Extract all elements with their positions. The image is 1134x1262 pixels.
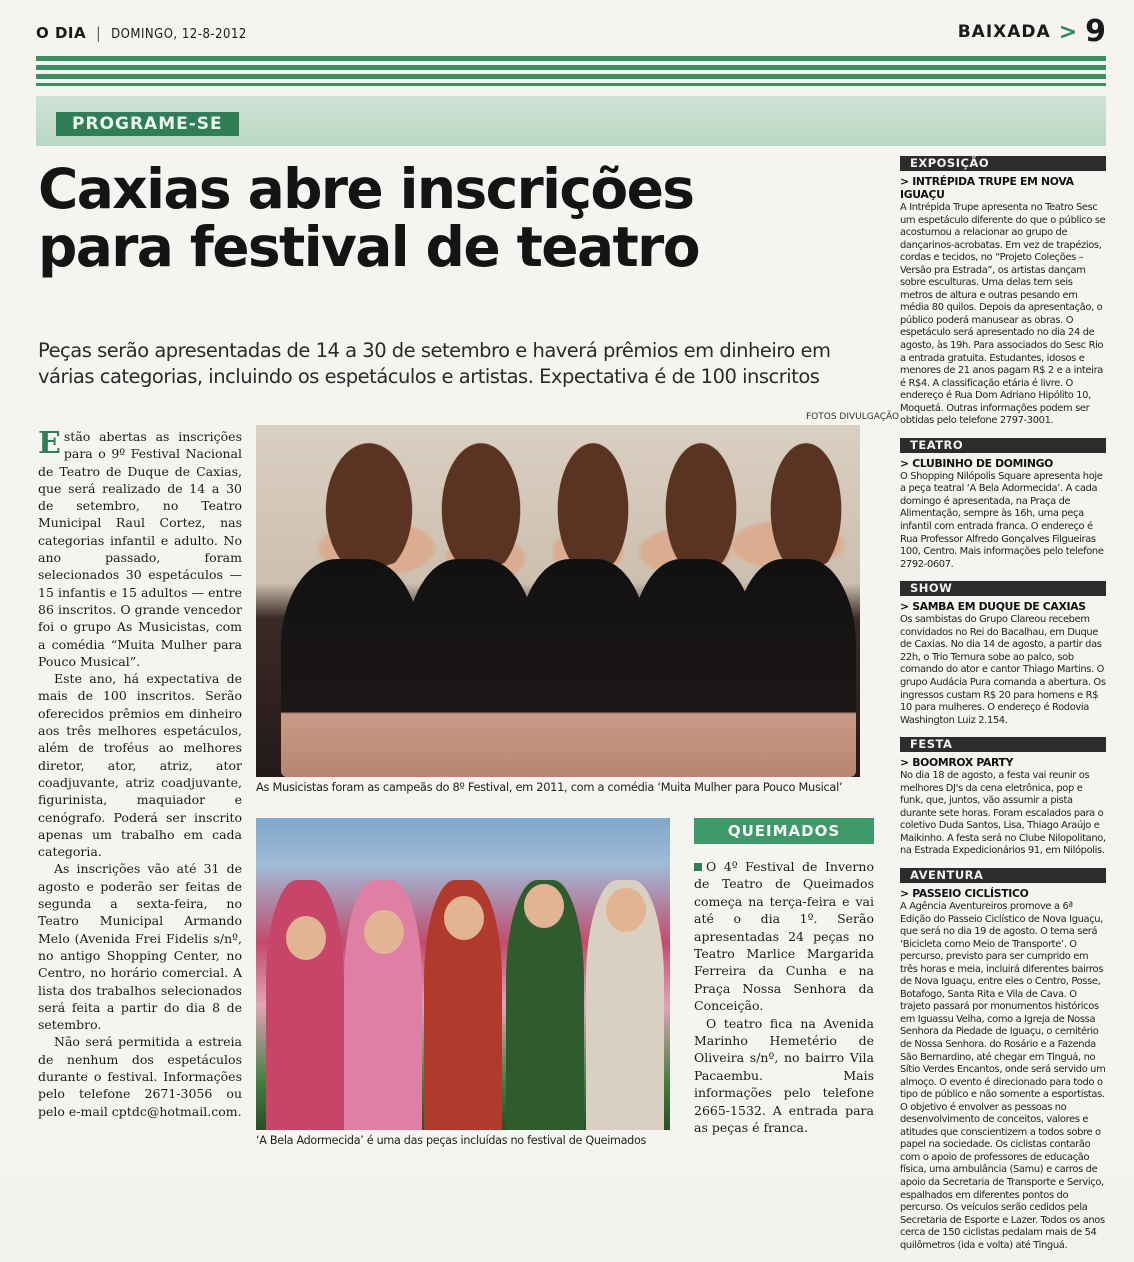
photo-figure-hair [548, 425, 638, 566]
events-sidebar [900, 156, 1106, 1262]
drop-cap: E [38, 426, 61, 461]
sidebar-item-title: > SAMBA EM DUQUE DE CAXIAS [900, 600, 1086, 614]
photo-figure [734, 559, 856, 777]
second-photo-caption: ‘A Bela Adormecida’ é uma das peças incluídas no festival de Queimados [256, 1134, 647, 1147]
queimados-body [694, 858, 874, 1137]
queimados-paragraph-text: O 4º Festival de Inverno de Teatro de Queimados começa na terça-feira e vai até o dia 1º. Serão apresentadas 24 peças no Teatro Marlice Margarida Ferreira da Cunha e na Praça Nossa Senhora da Conceição. [694, 859, 874, 1014]
photo-figure-head [606, 888, 646, 932]
headline-line-2: para festival de teatro [38, 215, 699, 279]
sidebar-item-title: > CLUBINHO DE DOMINGO [900, 456, 1054, 470]
section-name: BAIXADA [957, 22, 1051, 42]
photo-figure [518, 559, 648, 777]
article-paragraph: Este ano, há expectativa de mais de 100 inscritos. Serão oferecidos prêmios em dinheiro aos três melhores espetáculos, além de troféus ao melhores diretor, ator, atriz, ator coadjuvante, atriz coadjuvante, figurinista, maquiador e cenógrafo. Poderá ser inscrito apenas um trabalho em cada categoria. [38, 671, 242, 860]
brand-logo: O DIA [36, 24, 87, 42]
photo-figure-hair [431, 425, 531, 566]
article-paragraph-text: stão abertas as inscrições para o 9º Festival Nacional de Teatro de Duque de Caxias, que será realizado de 14 a 30 de setembro, no Teatro Municipal Raul Cortez, nas categorias infantil e adulto. No ano passado, foram selecionados 30 espetáculos — 15 infantis e 15 adultos — entre 86 inscritos. O grande vencedor foi o grupo As Musicistas, com a comédia “Muita Mulher para Pouco Musical”. [38, 429, 242, 669]
masthead-left [36, 24, 247, 42]
second-photo [256, 818, 670, 1130]
section-band [36, 96, 1106, 146]
sidebar-item-title: > PASSEIO CICLÍSTICO [900, 886, 1029, 900]
photo-figure [406, 559, 536, 777]
sidebar-category-tag: AVENTURA [900, 868, 1106, 883]
sidebar-item-festa [900, 737, 1106, 858]
issue-date: DOMINGO, 12-8-2012 [111, 27, 247, 42]
photo-figure-hair [656, 425, 746, 566]
sidebar-item-text: No dia 18 de agosto, a festa vai reunir os melhores DJ's da cena eletrônica, pop e funk, que, juntos, vão assumir a pista durante sete horas. Foram escalados para o coletivo Duda Santos, Lisa, Thiago Araújo e Maikinho. A festa será no Clube Nilopolitano, na Estrada Expedicionários 91, em Nilópolis. [900, 770, 1106, 857]
photo-figure-head [444, 896, 484, 940]
article-paragraph: Não será permitida a estreia de nenhum dos espetáculos durante o festival. Informações pelo telefone 2671-3056 ou pelo e-mail cptdc@hotmail.com. [38, 1034, 242, 1119]
sidebar-item-show [900, 581, 1106, 727]
square-bullet-icon [694, 863, 702, 871]
photo-credit: FOTOS DIVULGAÇÃO [806, 412, 900, 422]
sidebar-category-tag: TEATRO [900, 438, 1106, 453]
masthead-right [957, 14, 1106, 49]
sidebar-item-teatro [900, 438, 1106, 571]
queimados-paragraph [694, 858, 874, 1015]
sidebar-item-text: A Agência Aventureiros promove a 6ª Edição do Passeio Ciclístico de Nova Iguaçu, que será no dia 19 de agosto. O tema será ‘Bicicleta como Meio de Transporte’. O percurso, previsto para ser cumprido em três horas e meia, incluirá diferentes bairros de Nova Iguaçu, entre eles o Centro, Posse, Botafogo, Santa Rita e Vila de Cava. O trajeto passará por monumentos históricos em Iguassu Velha, como a Igreja de Nossa Senhora da Piedade de Iguaçu, o cemitério de Nossa Senhora. do Rosário e a Fazenda São Bernardino, até chegar em Tinguá, no Sítio Verdes Encantos, onde será servido um almoço. O evento é direcionado para todo o tipo de público e não somente a esportistas. O objetivo é envolver as pessoas no desenvolvimento de conceitos, valores e atitudes que conscientizem a todos sobre o papel na sociedade. Os ciclistas contarão com o apoio de professores de educação física, uma ambulância (Samu) e carros de apoio da Secretaria de Transporte e Serviço, espalhados em diferentes pontos do percurso. Os veículos serão cedidos pela Secretaria de Esporte e Lazer. Todos os anos cerca de 150 ciclistas pedalam mais de 54 quilômetros (ida e volta) até Tinguá. [900, 900, 1106, 1251]
sidebar-category-tag: FESTA [900, 737, 1106, 752]
sidebar-item-aventura [900, 868, 1106, 1252]
sidebar-category-tag: SHOW [900, 581, 1106, 596]
queimados-paragraph: O teatro fica na Avenida Marinho Hemetério de Oliveira s/nº, no bairro Vila Pacaembu. Mais informações pelo telefone 2665-1532. A entrada para as peças é franca. [694, 1015, 874, 1136]
page-number: 9 [1085, 14, 1106, 49]
sidebar-item-exposicao [900, 156, 1106, 428]
sidebar-item-title: > BOOMROX PARTY [900, 756, 1014, 770]
sidebar-item-text: Os sambistas do Grupo Clareou recebem convidados no Rei do Bacalhau, em Duque de Caxias. No dia 14 de agosto, a partir das 22h, o Trio Ternura sobe ao palco, sob comando do ator e cantor Thiago Martins. O grupo Audácia Pura comanda a abertura. Os ingressos custam R$ 20 para homens e R$ 10 para mulheres. O endereço é Rodovia Washington Luiz 2.154. [900, 614, 1106, 726]
article-paragraph: As inscrições vão até 31 de agosto e poderão ser feitas de segunda a sexta-feira, no Teatro Municipal Armando Melo (Avenida Frei Fidelis s/nº, no antigo Shopping Center, no Centro, no horário comercial. A lista dos trabalhos selecionados será feita a partir do dia 8 de setembro. [38, 861, 242, 1033]
headline [38, 157, 858, 279]
photo-figure [281, 559, 421, 777]
section-band-label: PROGRAME-SE [56, 112, 239, 136]
queimados-box [694, 818, 874, 1140]
photo-figure-hair [761, 425, 851, 566]
queimados-title: QUEIMADOS [694, 818, 874, 844]
main-photo [256, 425, 860, 777]
photo-figure-hair [314, 425, 424, 566]
header-stripes [36, 56, 1106, 86]
article-body [38, 428, 242, 1120]
subheadline: Peças serão apresentadas de 14 a 30 de setembro e haverá prêmios em dinheiro em várias categorias, incluindo os espetáculos e artistas. Expectativa é de 100 inscritos [38, 339, 831, 388]
masthead-separator: | [95, 24, 102, 42]
photo-figure-head [524, 884, 564, 928]
chevron-right-icon: > [1058, 19, 1078, 45]
main-photo-caption: As Musicistas foram as campeãs do 8º Festival, em 2011, com a comédia ‘Muita Mulher para Pouco Musical’ [256, 780, 843, 794]
headline-line-1: Caxias abre inscrições [38, 157, 694, 221]
sidebar-item-text: A Intrépida Trupe apresenta no Teatro Sesc um espetáculo diferente do que o público se acostumou a relacionar ao grupo de dançarinos-acrobatas. Em vez de trapézios, cordas e tecidos, no “Projeto Coleções – Versão pra Estrada”, os artistas dançam sobre esculturas. Uma delas tem seis metros de altura e outras pesando em média 80 quilos. Depois da apresentação, o público poderá manusear as obras. O espetáculo será apresentado no dia 24 de agosto, às 19h. Para associados do Sesc Rio a entrada gratuita. Estudantes, idosos e menores de 21 anos pagam R$ 2 e a inteira é R$4. A classificação etária é livre. O endereço é Rua Dom Adriano Hipólito 10, Moquetá. Outras informações podem ser obtidas pelo telefone 2797-3001. [900, 202, 1106, 427]
sidebar-item-text: O Shopping Nilópolis Square apresenta hoje a peça teatral ‘A Bela Adormecida’. A cada domingo é apresentada, na Praça de Alimentação, sempre às 16h, uma peça infantil com entrada franca. O endereço é Rua Professor Alfredo Gonçalves Filgueiras 100, Centro. Mais informações pelo telefone 2792-0607. [900, 470, 1104, 570]
photo-figure-head [364, 910, 404, 954]
masthead [36, 14, 1106, 49]
photo-figure-head [286, 916, 326, 960]
article-paragraph [38, 428, 242, 670]
sidebar-category-tag: EXPOSIÇÃO [900, 156, 1106, 171]
sidebar-item-title: > INTRÉPIDA TRUPE EM NOVA IGUAÇU [900, 175, 1074, 201]
